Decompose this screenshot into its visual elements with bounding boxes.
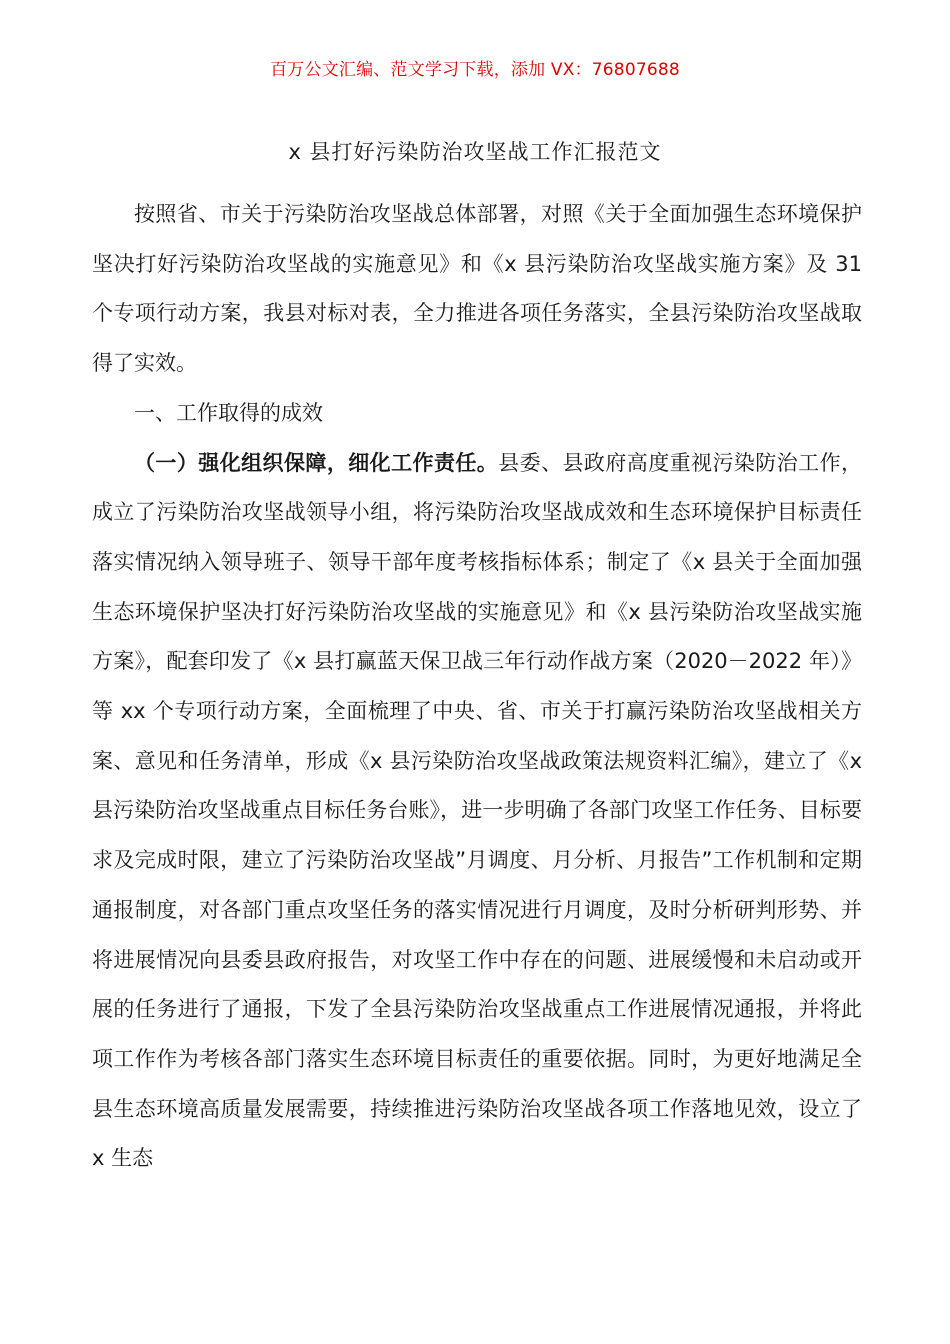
subsection-heading: （一）强化组织保障，细化工作责任。 <box>134 450 499 475</box>
subsection-paragraph <box>92 439 862 1185</box>
document-title: x 县打好污染防治攻坚战工作汇报范文 <box>288 140 662 164</box>
document-body <box>92 190 862 1184</box>
subsection-body: 县委、县政府高度重视污染防治工作，成立了污染防治攻坚战领导小组，将污染防治攻坚战成效和生态环境保护目标责任落实情况纳入领导班子、领导干部年度考核指标体系；制定了《x 县关于全面加强生态环境保护坚决打好污染防治攻坚战的实施意见》和《x 县污染防治攻坚战实施方案》，配套印发了《x 县打赢蓝天保卫战三年行动作战方案（2020－2022 年）》等 xx 个专项行动方案，全面梳理了中央、省、市关于打赢污染防治攻坚战相关方案、意见和任务清单，形成《x 县污染防治攻坚战政策法规资料汇编》，建立了《x 县污染防治攻坚战重点目标任务台账》，进一步明确了各部门攻坚工作任务、目标要求及完成时限，建立了污染防治攻坚战”月调度、月分析、月报告”工作机制和定期通报制度，对各部门重点攻坚任务的落实情况进行月调度，及时分析研判形势、并将进展情况向县委县政府报告，对攻坚工作中存在的问题、进展缓慢和未启动或开展的任务进行了通报，下发了全县污染防治攻坚战重点工作进展情况通报，并将此项工作作为考核各部门落实生态环境目标责任的重要依据。同时，为更好地满足全县生态环境高质量发展需要，持续推进污染防治攻坚战各项工作落地见效，设立了 x 生态 <box>92 450 863 1171</box>
section-heading: 一、工作取得的成效 <box>134 400 323 425</box>
header-banner: 百万公文汇编、范文学习下载，添加 VX：76807688 <box>270 60 680 80</box>
intro-paragraph: 按照省、市关于污染防治攻坚战总体部署，对照《关于全面加强生态环境保护坚决打好污染防治攻坚战的实施意见》和《x 县污染防治攻坚战实施方案》及 31 个专项行动方案，我县对标对表，全力推进各项任务落实，全县污染防治攻坚战取得了实效。 <box>92 202 862 376</box>
